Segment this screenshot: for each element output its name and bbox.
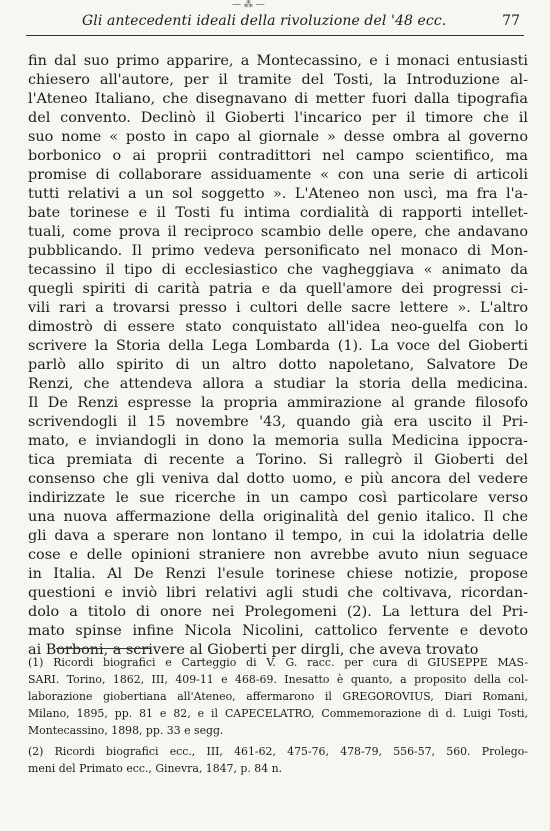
body-line: dolo a titolo di onore nei Prolegomeni (2). La lettura del Pri-	[28, 604, 528, 620]
footnote-line: laborazione giobertiana all'Ateneo, affermarono il GREGOROVIUS, Diari Romani,	[28, 690, 528, 703]
body-line: tuali, come prova il reciproco scambio delle opere, che andavano	[28, 224, 528, 240]
body-line: pubblicando. Il primo vedeva personificato nel monaco di Mon-	[28, 243, 528, 259]
body-line: una nuova affermazione della originalità del genio italico. Il che	[28, 509, 528, 525]
body-line: del convento. Declinò il Gioberti l'incarico per il timore che il	[28, 110, 528, 126]
body-line: parlò allo spirito di un altro dotto napoletano, Salvatore De	[28, 357, 528, 373]
header-rule	[26, 35, 524, 36]
body-line: Renzi, che attendeva allora a studiar la storia della medicina.	[28, 376, 528, 392]
footnote-line: (1) Ricordi biografici e Carteggio di V. G. racc. per cura di GIUSEPPE MAS-	[28, 656, 528, 669]
footnotes	[28, 654, 528, 777]
ornament-mark: — ⁂ —	[232, 0, 265, 10]
page-number: 77	[502, 13, 520, 29]
body-line: promise di collaborare assiduamente « con una serie di articoli	[28, 167, 528, 183]
body-line: scrivere la Storia della Lega Lombarda (1). La voce del Gioberti	[28, 338, 528, 354]
body-line: tecassino il tipo di ecclesiastico che vagheggiava « animato da	[28, 262, 528, 278]
body-line: indirizzate le sue ricerche in un campo così particolare verso	[28, 490, 528, 506]
body-line: questioni e inviò libri relativi agli studi che coltivava, ricordan-	[28, 585, 528, 601]
running-title: Gli antecedenti ideali della rivoluzione del '48 ecc.	[82, 13, 447, 29]
body-line: fin dal suo primo apparire, a Montecassino, e i monaci entusiasti	[28, 53, 528, 69]
footnote-line: Milano, 1895, pp. 81 e 82, e il CAPECELATRO, Commemorazione di d. Luigi Tosti,	[28, 707, 528, 720]
body-line: cose e delle opinioni straniere non avrebbe avuto niun seguace	[28, 547, 528, 563]
body-line: scrivendogli il 15 novembre '43, quando già era uscito il Pri-	[28, 414, 528, 430]
footnote-line: (2) Ricordi biografici ecc., III, 461-62, 475-76, 478-79, 556-57, 560. Prolego-	[28, 745, 528, 758]
body-line: mato, e inviandogli in dono la memoria sulla Medicina ippocra-	[28, 433, 528, 449]
body-line: bate torinese e il Tosti fu intima cordialità di rapporti intellet-	[28, 205, 528, 221]
body-line: ai Borboni, a scrivere al Gioberti per dirgli, che aveva trovato	[28, 642, 479, 658]
body-line: gli dava a sperare non lontano il tempo, in cui la idolatria delle	[28, 528, 528, 544]
body-line: l'Ateneo Italiano, che disegnavano di metter fuori dalla tipografia	[28, 91, 528, 107]
body-line: tutti relativi a un sol soggetto ». L'Ateneo non uscì, ma fra l'a-	[28, 186, 528, 202]
body-line: vili rari a trovarsi presso i cultori delle sacre lettere ». L'altro	[28, 300, 528, 316]
body-line: chiesero all'autore, per il tramite del Tosti, la Introduzione al-	[28, 72, 528, 88]
body-line: mato spinse infine Nicola Nicolini, cattolico fervente e devoto	[28, 623, 528, 639]
body-text	[28, 52, 528, 660]
body-line: tica premiata di recente a Torino. Si rallegrò il Gioberti del	[28, 452, 528, 468]
footnote-line: SARI. Torino, 1862, III, 409-11 e 468-69. Inesatto è quanto, a proposito della col-	[28, 673, 528, 686]
body-line: borbonico o ai proprii contradittori nel campo scientifico, ma	[28, 148, 528, 164]
body-line: suo nome « posto in capo al giornale » desse ombra al governo	[28, 129, 528, 145]
body-line: dimostrò di essere stato conquistato all'idea neo-guelfa con lo	[28, 319, 528, 335]
footnote-line: meni del Primato ecc., Ginevra, 1847, p. 84 n.	[28, 762, 283, 775]
body-line: Il De Renzi espresse la propria ammirazione al grande filosofo	[28, 395, 528, 411]
footnote-rule	[56, 648, 150, 649]
body-line: in Italia. Al De Renzi l'esule torinese chiese notizie, propose	[28, 566, 528, 582]
footnote-line: Montecassino, 1898, pp. 33 e segg.	[28, 724, 224, 737]
body-line: consenso che gli veniva dal dotto uomo, e più ancora del vedere	[28, 471, 528, 487]
page-header	[26, 11, 524, 37]
body-line: quegli spiriti di carità patria e da quell'amore dei progressi ci-	[28, 281, 528, 297]
